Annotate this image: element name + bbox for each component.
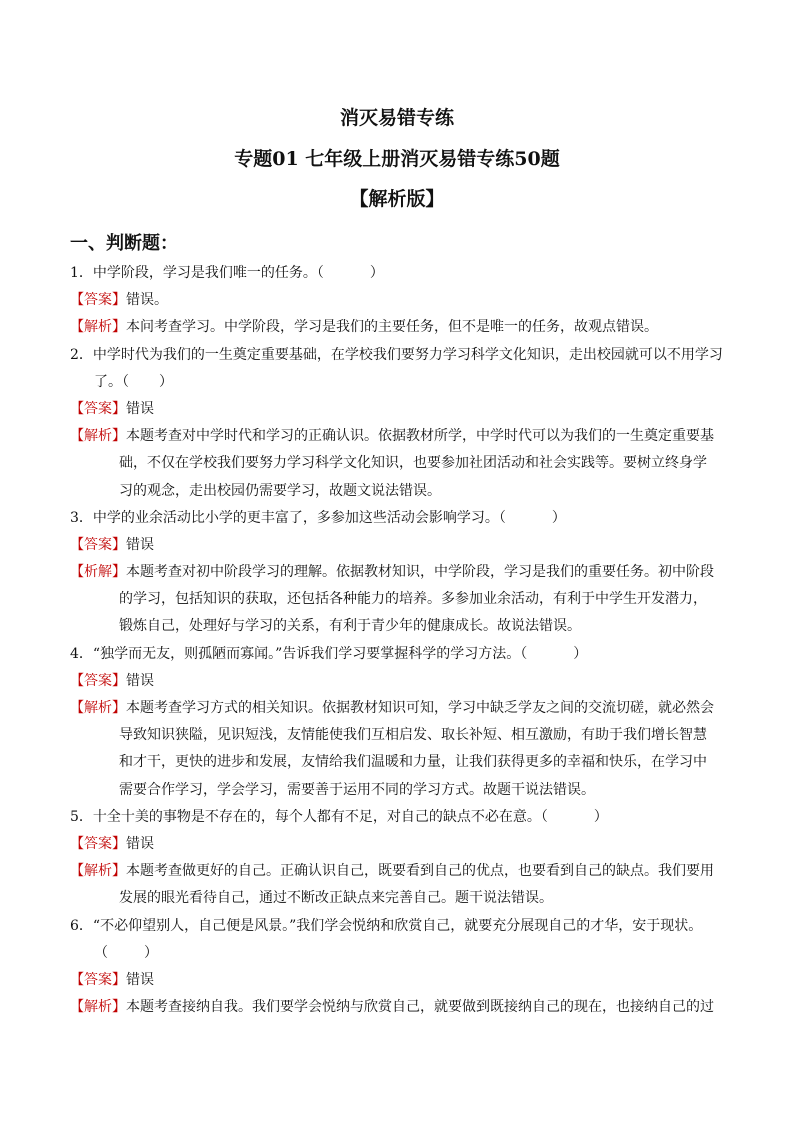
question-paren-close: ）	[551, 509, 566, 526]
question-text: （	[94, 944, 108, 961]
analysis-2-cont	[70, 478, 730, 505]
answer-value: 错误	[126, 971, 154, 988]
question-4	[70, 641, 730, 668]
analysis-text: 本题考查对初中阶段学习的理解。依据教材知识，中学阶段，学习是我们的重要任务。初中阶段	[126, 564, 714, 581]
analysis-tag: 【解析】	[70, 863, 126, 880]
analysis-4-cont	[70, 777, 730, 804]
analysis-3	[70, 559, 730, 586]
answer-value: 错误	[126, 536, 154, 553]
analysis-3-cont	[70, 586, 730, 613]
analysis-3-cont	[70, 613, 730, 640]
question-paren-close: ）	[573, 645, 588, 662]
analysis-4	[70, 695, 730, 722]
analysis-text: 导致知识狭隘，见识短浅，友情能使我们互相启发、取长补短、相互激励，有助于我们增长智慧	[119, 727, 707, 744]
question-paren-close: ）	[593, 808, 608, 825]
analysis-5-cont	[70, 885, 730, 912]
question-text: 5．十全十美的事物是不存在的，每个人都有不足，对自己的缺点不必在意。（	[70, 808, 548, 825]
answer-tag: 【答案】	[70, 400, 126, 417]
question-list	[70, 260, 730, 1021]
answer-5	[70, 831, 730, 858]
analysis-text: 习的观念，走出校园仍需要学习，故题文说法错误。	[119, 482, 441, 499]
question-text: 3．中学的业余活动比小学的更丰富了，多参加这些活动会影响学习。（	[70, 509, 506, 526]
question-2-cont	[70, 369, 730, 396]
analysis-tag: 【解析】	[70, 700, 126, 716]
answer-value: 错误	[126, 835, 154, 852]
document-title: 消灭易错专练	[339, 107, 454, 129]
analysis-text: 的学习，包括知识的获取，还包括各种能力的培养。多参加业余活动，有利于中学生开发潜力，	[119, 591, 707, 608]
question-paren-close: ）	[369, 265, 384, 281]
analysis-2	[70, 423, 730, 450]
answer-tag: 【答案】	[70, 835, 126, 852]
analysis-text: 本题考查对中学时代和学习的正确认识。依据教材所学，中学时代可以为我们的一生奠定重要基	[126, 428, 714, 445]
analysis-text: 本问考查学习。中学阶段，学习是我们的主要任务，但不是唯一的任务，故观点错误。	[126, 319, 658, 336]
question-text: 6．“不必仰望别人，自己便是风景。”我们学会悦纳和欣赏自己，就要充分展现自己的才华，安于现状。	[70, 917, 703, 934]
answer-6	[70, 967, 730, 994]
analysis-tag: 【解析】	[70, 999, 126, 1016]
analysis-text: 需要合作学习，学会学习，需要善于运用不同的学习方式。故题干说法错误。	[119, 781, 595, 798]
answer-tag: 【答案】	[70, 971, 126, 988]
question-6-cont	[70, 940, 730, 967]
answer-tag: 【答案】	[70, 292, 126, 309]
answer-tag: 【答案】	[70, 672, 126, 689]
question-paren-close: ）	[144, 944, 158, 961]
analysis-text: 本题考查接纳自我。我们要学会悦纳与欣赏自己，就要做到既接纳自己的现在，也接纳自己的过	[126, 999, 714, 1016]
analysis-text: 锻炼自己，处理好与学习的关系，有利于青少年的健康成长。故说法错误。	[119, 618, 581, 635]
question-text: 2．中学时代为我们的一生奠定重要基础，在学校我们要努力学习科学文化知识，走出校园就可以不用学习	[70, 346, 723, 363]
question-3	[70, 505, 730, 532]
question-6	[70, 913, 730, 940]
analysis-tag: 【解析】	[70, 428, 126, 445]
answer-1	[70, 287, 730, 314]
analysis-4-cont	[70, 749, 730, 776]
question-text: 4．“独学而无友，则孤陋而寡闻。”告诉我们学习要掌握科学的学习方法。（	[70, 645, 528, 662]
analysis-tag: 【解析】	[70, 319, 126, 336]
answer-2	[70, 396, 730, 423]
edition-label: 【解析版】	[349, 188, 445, 210]
document-subtitle: 专题01 七年级上册消灭易错专练50题	[234, 148, 560, 170]
analysis-tag: 【析解】	[70, 564, 126, 581]
analysis-6	[70, 994, 730, 1021]
analysis-text: 础，不仅在学校我们要努力学习科学文化知识，也要参加社团活动和社会实践等。要树立终身学	[119, 455, 707, 472]
answer-value: 错误。	[126, 292, 168, 309]
answer-value: 错误	[126, 672, 154, 689]
question-5	[70, 804, 730, 831]
question-text: 了。（	[94, 373, 129, 390]
analysis-5	[70, 858, 730, 885]
answer-3	[70, 532, 730, 559]
answer-value: 错误	[126, 400, 154, 417]
answer-4	[70, 668, 730, 695]
analysis-text: 和才干，更快的进步和发展，友情给我们温暖和力量，让我们获得更多的幸福和快乐，在学习中	[119, 754, 707, 771]
question-2	[70, 342, 730, 369]
answer-tag: 【答案】	[70, 536, 126, 553]
analysis-text: 本题考查学习方式的相关知识。依据教材知识可知，学习中缺乏学友之间的交流切磋，就必然会	[126, 700, 714, 716]
section-heading: 一、判断题：	[70, 233, 178, 254]
analysis-1	[70, 314, 730, 341]
analysis-4-cont	[70, 722, 730, 749]
question-1	[70, 260, 730, 287]
question-paren-close: ）	[159, 373, 173, 390]
analysis-2-cont	[70, 450, 730, 477]
analysis-text: 发展的眼光看待自己，通过不断改正缺点来完善自己。题干说法错误。	[119, 890, 553, 907]
analysis-text: 本题考查做更好的自己。正确认识自己，既要看到自己的优点，也要看到自己的缺点。我们要用	[126, 863, 714, 880]
question-text: 1．中学阶段，学习是我们唯一的任务。（	[70, 265, 324, 281]
